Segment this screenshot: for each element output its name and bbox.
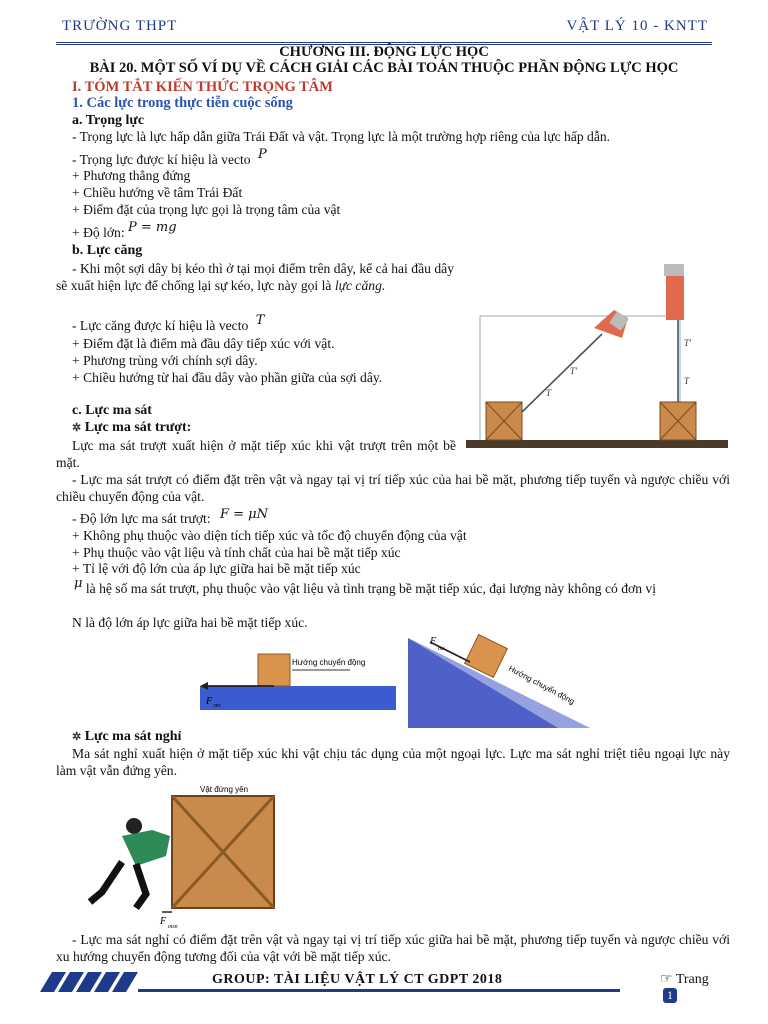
cuff-right	[664, 264, 684, 276]
static-friction-figure	[76, 782, 296, 928]
kinetic-point-text: - Lực ma sát trượt có điểm đặt trên vật và ngay tại vị trí tiếp xúc của hai bề mặt, phương tiếp tuyến và ngược chiều với chiều chuyển động của vật.	[56, 472, 730, 504]
mu-symbol: μ	[74, 576, 83, 591]
static-def	[56, 745, 730, 779]
school-name: TRƯỜNG THPT	[62, 18, 178, 34]
friction-flat-figure	[200, 640, 396, 710]
gravity-symbol: P	[258, 147, 267, 162]
page-footer	[40, 966, 728, 1002]
lesson-title: BÀI 20. MỘT SỐ VÍ DỤ VỀ CÁCH GIẢI CÁC BÀI TOÁN THUỘC PHẦN ĐỘNG LỰC HỌC	[89, 60, 679, 76]
kinetic-def	[56, 437, 456, 471]
gravity-direction: + Phương thẳng đứng	[72, 168, 191, 183]
mu-def-text: là hệ số ma sát trượt, phụ thuộc vào vật liệu và tình trạng bề mặt tiếp xúc, đại lượng này không có đơn vị	[85, 581, 656, 596]
hand-right	[666, 272, 684, 320]
static-force-sub: msn	[168, 924, 178, 928]
static-point-text: - Lực ma sát nghỉ có điểm đặt trên vật và ngay tại vị trí tiếp xúc giữa hai bề mặt, phương tiếp tuyến và ngược chiều với xu hướng chuyển động tương đối của vật với bề mặt tiếp xúc.	[56, 932, 730, 964]
kinetic-magnitude	[72, 507, 269, 527]
friction-sub: ms	[214, 703, 221, 709]
crate-right	[660, 402, 696, 440]
mu-def	[56, 576, 730, 598]
tension-orientation: + Chiều hướng từ hai đầu dây vào phần giữa của sợi dây.	[72, 370, 383, 385]
static-heading	[72, 729, 181, 745]
kinetic-heading-text: Lực ma sát trượt:	[84, 420, 192, 435]
crate-left	[486, 402, 522, 440]
friction-incline-figure	[408, 630, 590, 728]
hand-pointer-icon: ☞	[660, 972, 673, 987]
gravity-def: - Trọng lực là lực hấp dẫn giữa Trái Đất và vật. Trọng lực là một trường hợp riêng của lực hấp dẫn.	[72, 129, 611, 144]
footer-group: GROUP: TÀI LIỆU VẬT LÝ CT GDPT 2018	[212, 972, 503, 987]
rope-slanted	[522, 334, 602, 412]
kinetic-magnitude-label: - Độ lớn lực ma sát trượt:	[72, 511, 211, 526]
incline-friction-label: F	[430, 636, 437, 647]
gravity-magnitude	[72, 220, 177, 241]
page-number: 1	[663, 988, 677, 1003]
tension-label-1: T	[546, 388, 552, 398]
friction-heading: c. Lực ma sát	[72, 403, 152, 418]
tension-figure	[466, 262, 728, 452]
gravity-magnitude-label: + Độ lớn:	[72, 225, 125, 240]
tension-point: + Điểm đặt là điểm mà đầu dây tiếp xúc với vật.	[72, 336, 335, 351]
tension-label-2: T'	[570, 366, 577, 376]
gravity-heading: a. Trọng lực	[72, 113, 145, 128]
tension-def-term: lực căng.	[334, 278, 386, 293]
chapter-title: CHƯƠNG III. ĐỘNG LỰC HỌC	[279, 44, 489, 60]
kinetic-prop-2: + Phụ thuộc vào vật liệu và tính chất của hai bề mặt tiếp xúc	[72, 545, 401, 560]
tension-symbol: T	[255, 313, 265, 328]
incline-friction-sub: ms	[438, 646, 445, 652]
footer-page	[660, 971, 728, 1004]
gravity-symbol-text: - Trọng lực được kí hiệu là vecto	[72, 152, 251, 167]
kinetic-heading	[72, 420, 191, 436]
tension-def	[56, 260, 454, 294]
tension-def-text: - Khi một sợi dây bị kéo thì ở tại mọi điểm trên dây, kể cả hai đầu dây sẽ xuất hiện lực để chống lại sự kéo, lực này gọi là	[56, 261, 454, 293]
gravity-formula: P = mg	[128, 220, 177, 235]
static-force-label: F	[160, 916, 167, 927]
ground	[466, 440, 728, 448]
gravity-orientation: + Chiều hướng về tâm Trái Đất	[72, 185, 243, 200]
tension-direction: + Phương trùng với chính sợi dây.	[72, 353, 258, 368]
section-heading: I. TÓM TẮT KIẾN THỨC TRỌNG TÂM	[72, 79, 333, 95]
kinetic-prop-1: + Không phụ thuộc vào diện tích tiếp xúc và tốc độ chuyển động của vật	[72, 528, 467, 543]
static-heading-text: Lực ma sát nghỉ	[84, 729, 182, 744]
flat-crate	[258, 654, 290, 686]
static-point	[56, 931, 730, 965]
gravity-symbol-line	[72, 147, 267, 168]
tension-symbol-line	[72, 313, 265, 334]
motion-label: Hướng chuyển động	[292, 658, 366, 667]
kinetic-def-text: Lực ma sát trượt xuất hiện ở mặt tiếp xúc khi vật trượt trên một bề mặt.	[56, 438, 456, 470]
kinetic-prop-3: + Tỉ lệ với độ lớn của áp lực giữa hai bề mặt tiếp xúc	[72, 561, 361, 576]
star-bullet-icon: ✲	[72, 731, 82, 743]
tension-symbol-text: - Lực căng được kí hiệu là vecto	[72, 318, 249, 333]
tension-heading: b. Lực căng	[72, 243, 143, 258]
static-figure-label: Vật đứng yên	[200, 785, 249, 794]
kinetic-point	[56, 471, 730, 505]
star-bullet-icon: ✲	[72, 422, 82, 434]
friction-label: F	[206, 696, 213, 707]
static-def-text: Ma sát nghỉ xuất hiện ở mặt tiếp xúc khi vật chịu tác dụng của một ngoại lực. Lực ma sát nghỉ triệt tiêu ngoại lực này làm vật vẫn đứng yên.	[56, 746, 730, 778]
tension-label-4: T	[684, 376, 690, 386]
page-header	[56, 14, 712, 45]
page-label: Trang	[675, 972, 709, 987]
subject-name: VẬT LÝ 10 - KNTT	[566, 18, 708, 34]
incline-motion-label: Hướng chuyển động	[507, 663, 577, 707]
pushing-person	[90, 818, 170, 908]
subsection-heading: 1. Các lực trong thực tiễn cuộc sống	[72, 95, 293, 111]
kinetic-formula: F = μN	[220, 507, 269, 522]
flat-surface	[200, 686, 396, 710]
gravity-point: + Điểm đặt của trọng lực gọi là trọng tâm của vật	[72, 202, 341, 217]
normal-force-def: N là độ lớn áp lực giữa hai bề mặt tiếp xúc.	[72, 615, 308, 630]
tension-label-3: T'	[684, 338, 691, 348]
